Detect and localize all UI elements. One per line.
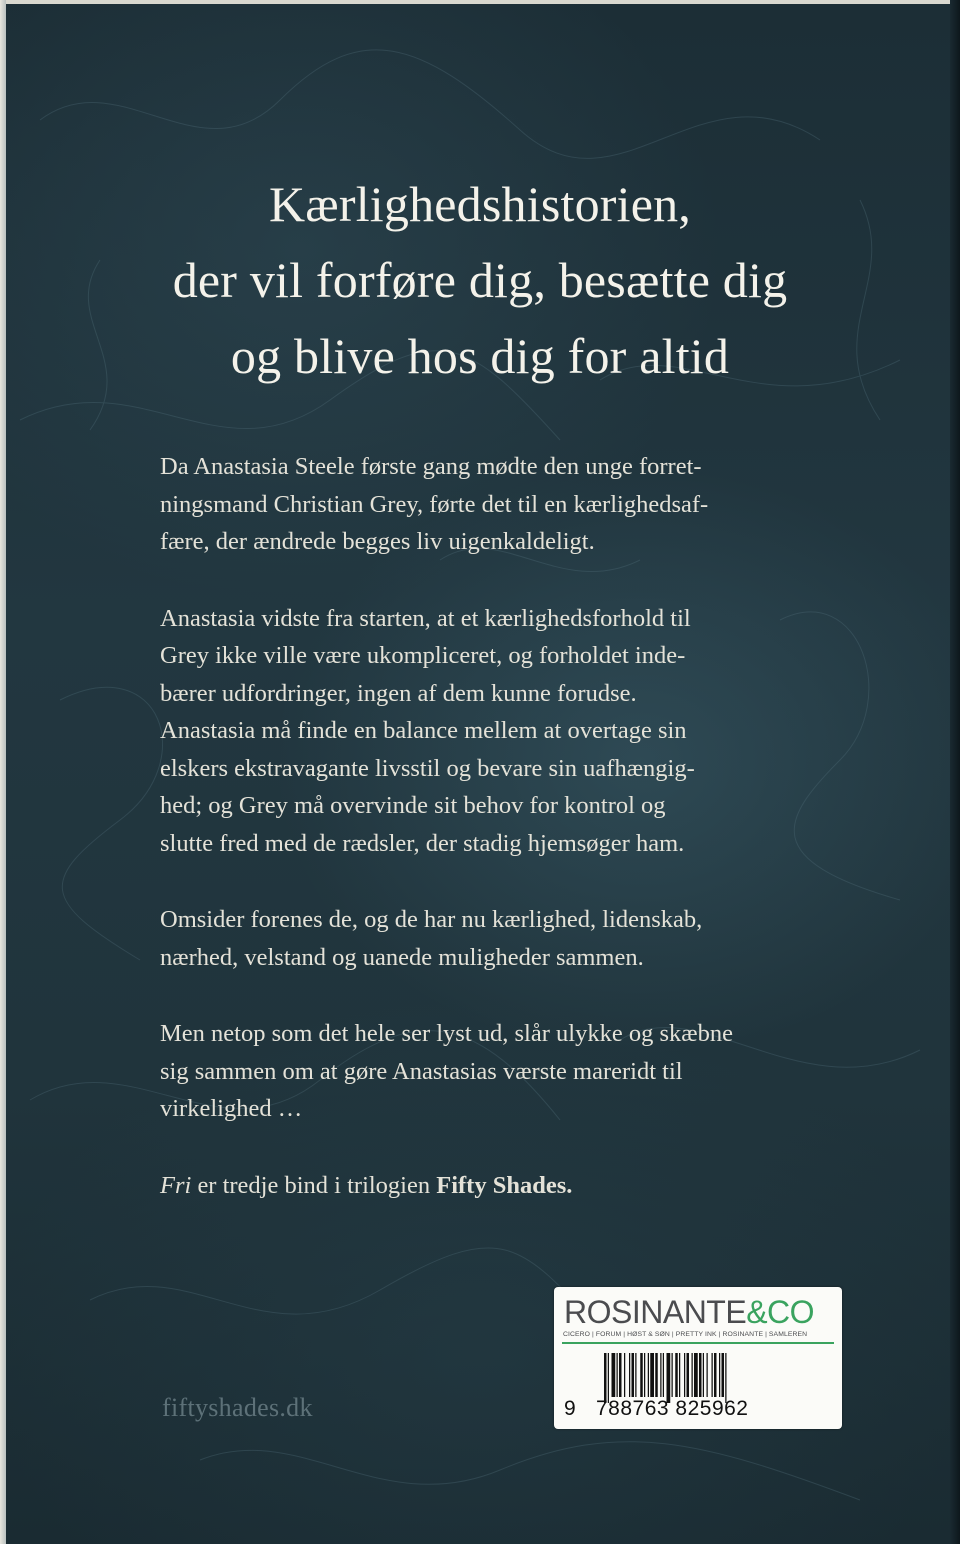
series-note-text: er tredje bind i trilogien <box>191 1171 437 1199</box>
text-line: sig sammen om at gøre Anastasias værste mareridt til <box>160 1057 683 1085</box>
book-title: Fri <box>160 1171 192 1199</box>
text-line: hed; og Grey må overvinde sit behov for kontrol og <box>160 792 666 819</box>
text-line: bærer udfordringer, ingen af dem kunne forudse. <box>160 679 637 707</box>
barcode-bar <box>632 1353 635 1397</box>
barcode-bar <box>667 1353 671 1403</box>
tagline-line-3: og blive hos dig for altid <box>230 328 730 384</box>
text-line: Anastasia må finde en balance mellem at overtage sin <box>160 717 687 744</box>
isbn-number <box>564 1397 834 1421</box>
publisher-logo-main: ROSINANTE <box>564 1294 747 1330</box>
barcode-bar <box>675 1353 678 1397</box>
text-line: Men netop som det hele ser lyst ud, slår ulykke og skæbne <box>160 1020 733 1047</box>
blurb-paragraph-4 <box>160 1015 860 1128</box>
blurb-paragraph-2 <box>160 600 860 863</box>
barcode-bar <box>722 1353 725 1397</box>
text-line: Omsider forenes de, og de har nu kærlighed, lidenskab, <box>160 906 703 933</box>
publisher-logo <box>564 1295 834 1329</box>
publisher-logo-amp: & <box>746 1294 768 1330</box>
text-line: Da Anastasia Steele første gang mødte den unge forret- <box>160 453 702 480</box>
barcode-bar <box>648 1353 649 1397</box>
barcode-bar <box>624 1353 625 1397</box>
text-line <box>160 1167 860 1205</box>
series-note <box>160 1167 860 1205</box>
barcode-bar <box>712 1353 713 1397</box>
barcode-bar <box>619 1353 622 1397</box>
text-line: Anastasia vidste fra starten, at et kærlighedsforhold til <box>160 604 691 632</box>
barcode-bar <box>650 1353 654 1397</box>
tagline-line-1: Kærlighedshistorien, <box>268 176 692 232</box>
text-line: ningsmand Christian Grey, førte det til en kærlighedsaf- <box>160 490 709 518</box>
barcode-bar <box>612 1353 616 1397</box>
logo-divider <box>562 1342 834 1344</box>
text-line: virkelighed … <box>160 1095 303 1122</box>
text-line: slutte fred med de rædsler, der stadig hjemsøger ham. <box>160 829 685 857</box>
barcode-bar <box>604 1353 607 1403</box>
barcode-bar <box>719 1353 720 1397</box>
barcode <box>604 1353 826 1403</box>
text-line: fære, der ændrede begges liv uigenkaldeligt. <box>160 528 595 555</box>
spine-edge-right <box>950 0 960 1544</box>
paper-edge-top <box>0 0 960 4</box>
isbn-prefix: 9 <box>564 1397 577 1420</box>
blurb-paragraph-1 <box>160 448 860 561</box>
publisher-logo-co: CO <box>767 1294 815 1330</box>
barcode-bar <box>655 1353 658 1397</box>
barcode-bar <box>660 1353 661 1397</box>
barcode-bar <box>644 1353 645 1397</box>
text-line: elskers ekstravagante livsstil og bevare sin uafhængig- <box>160 754 695 782</box>
series-name: Fifty Shades. <box>436 1171 573 1199</box>
barcode-bar <box>617 1353 618 1397</box>
publisher-barcode-sticker <box>554 1287 842 1429</box>
barcode-bar <box>707 1353 708 1397</box>
barcode-bar <box>703 1353 704 1397</box>
barcode-bar <box>672 1353 673 1397</box>
tagline <box>80 166 880 394</box>
barcode-bar <box>640 1353 643 1397</box>
barcode-bar <box>687 1353 690 1397</box>
website-link[interactable]: fiftyshades.dk <box>162 1393 313 1422</box>
barcode-bar <box>694 1353 698 1397</box>
barcode-bar <box>635 1353 636 1397</box>
barcode-bar <box>663 1353 664 1397</box>
text-line: nærhed, velstand og uanede muligheder sammen. <box>160 943 644 971</box>
blurb-paragraph-3 <box>160 901 860 976</box>
barcode-bar <box>725 1353 726 1403</box>
blurb <box>160 448 860 1243</box>
isbn-digits: 788763 825962 <box>596 1397 749 1420</box>
text-line: Grey ikke ville være ukompliceret, og forholdet inde- <box>160 642 686 669</box>
barcode-bar <box>608 1353 609 1403</box>
barcode-bar <box>714 1353 717 1397</box>
paper-edge-left <box>0 0 6 1544</box>
barcode-bar <box>684 1353 685 1397</box>
barcode-bar <box>692 1353 693 1397</box>
barcode-bar <box>629 1353 630 1397</box>
barcode-bar <box>699 1353 702 1397</box>
barcode-bar <box>679 1353 680 1397</box>
publisher-imprints: CICERO | FORUM | HØST & SØN | PRETTY INK | ROSINANTE | SAMLEREN <box>563 1331 808 1338</box>
tagline-line-2: der vil forføre dig, besætte dig <box>172 252 788 308</box>
